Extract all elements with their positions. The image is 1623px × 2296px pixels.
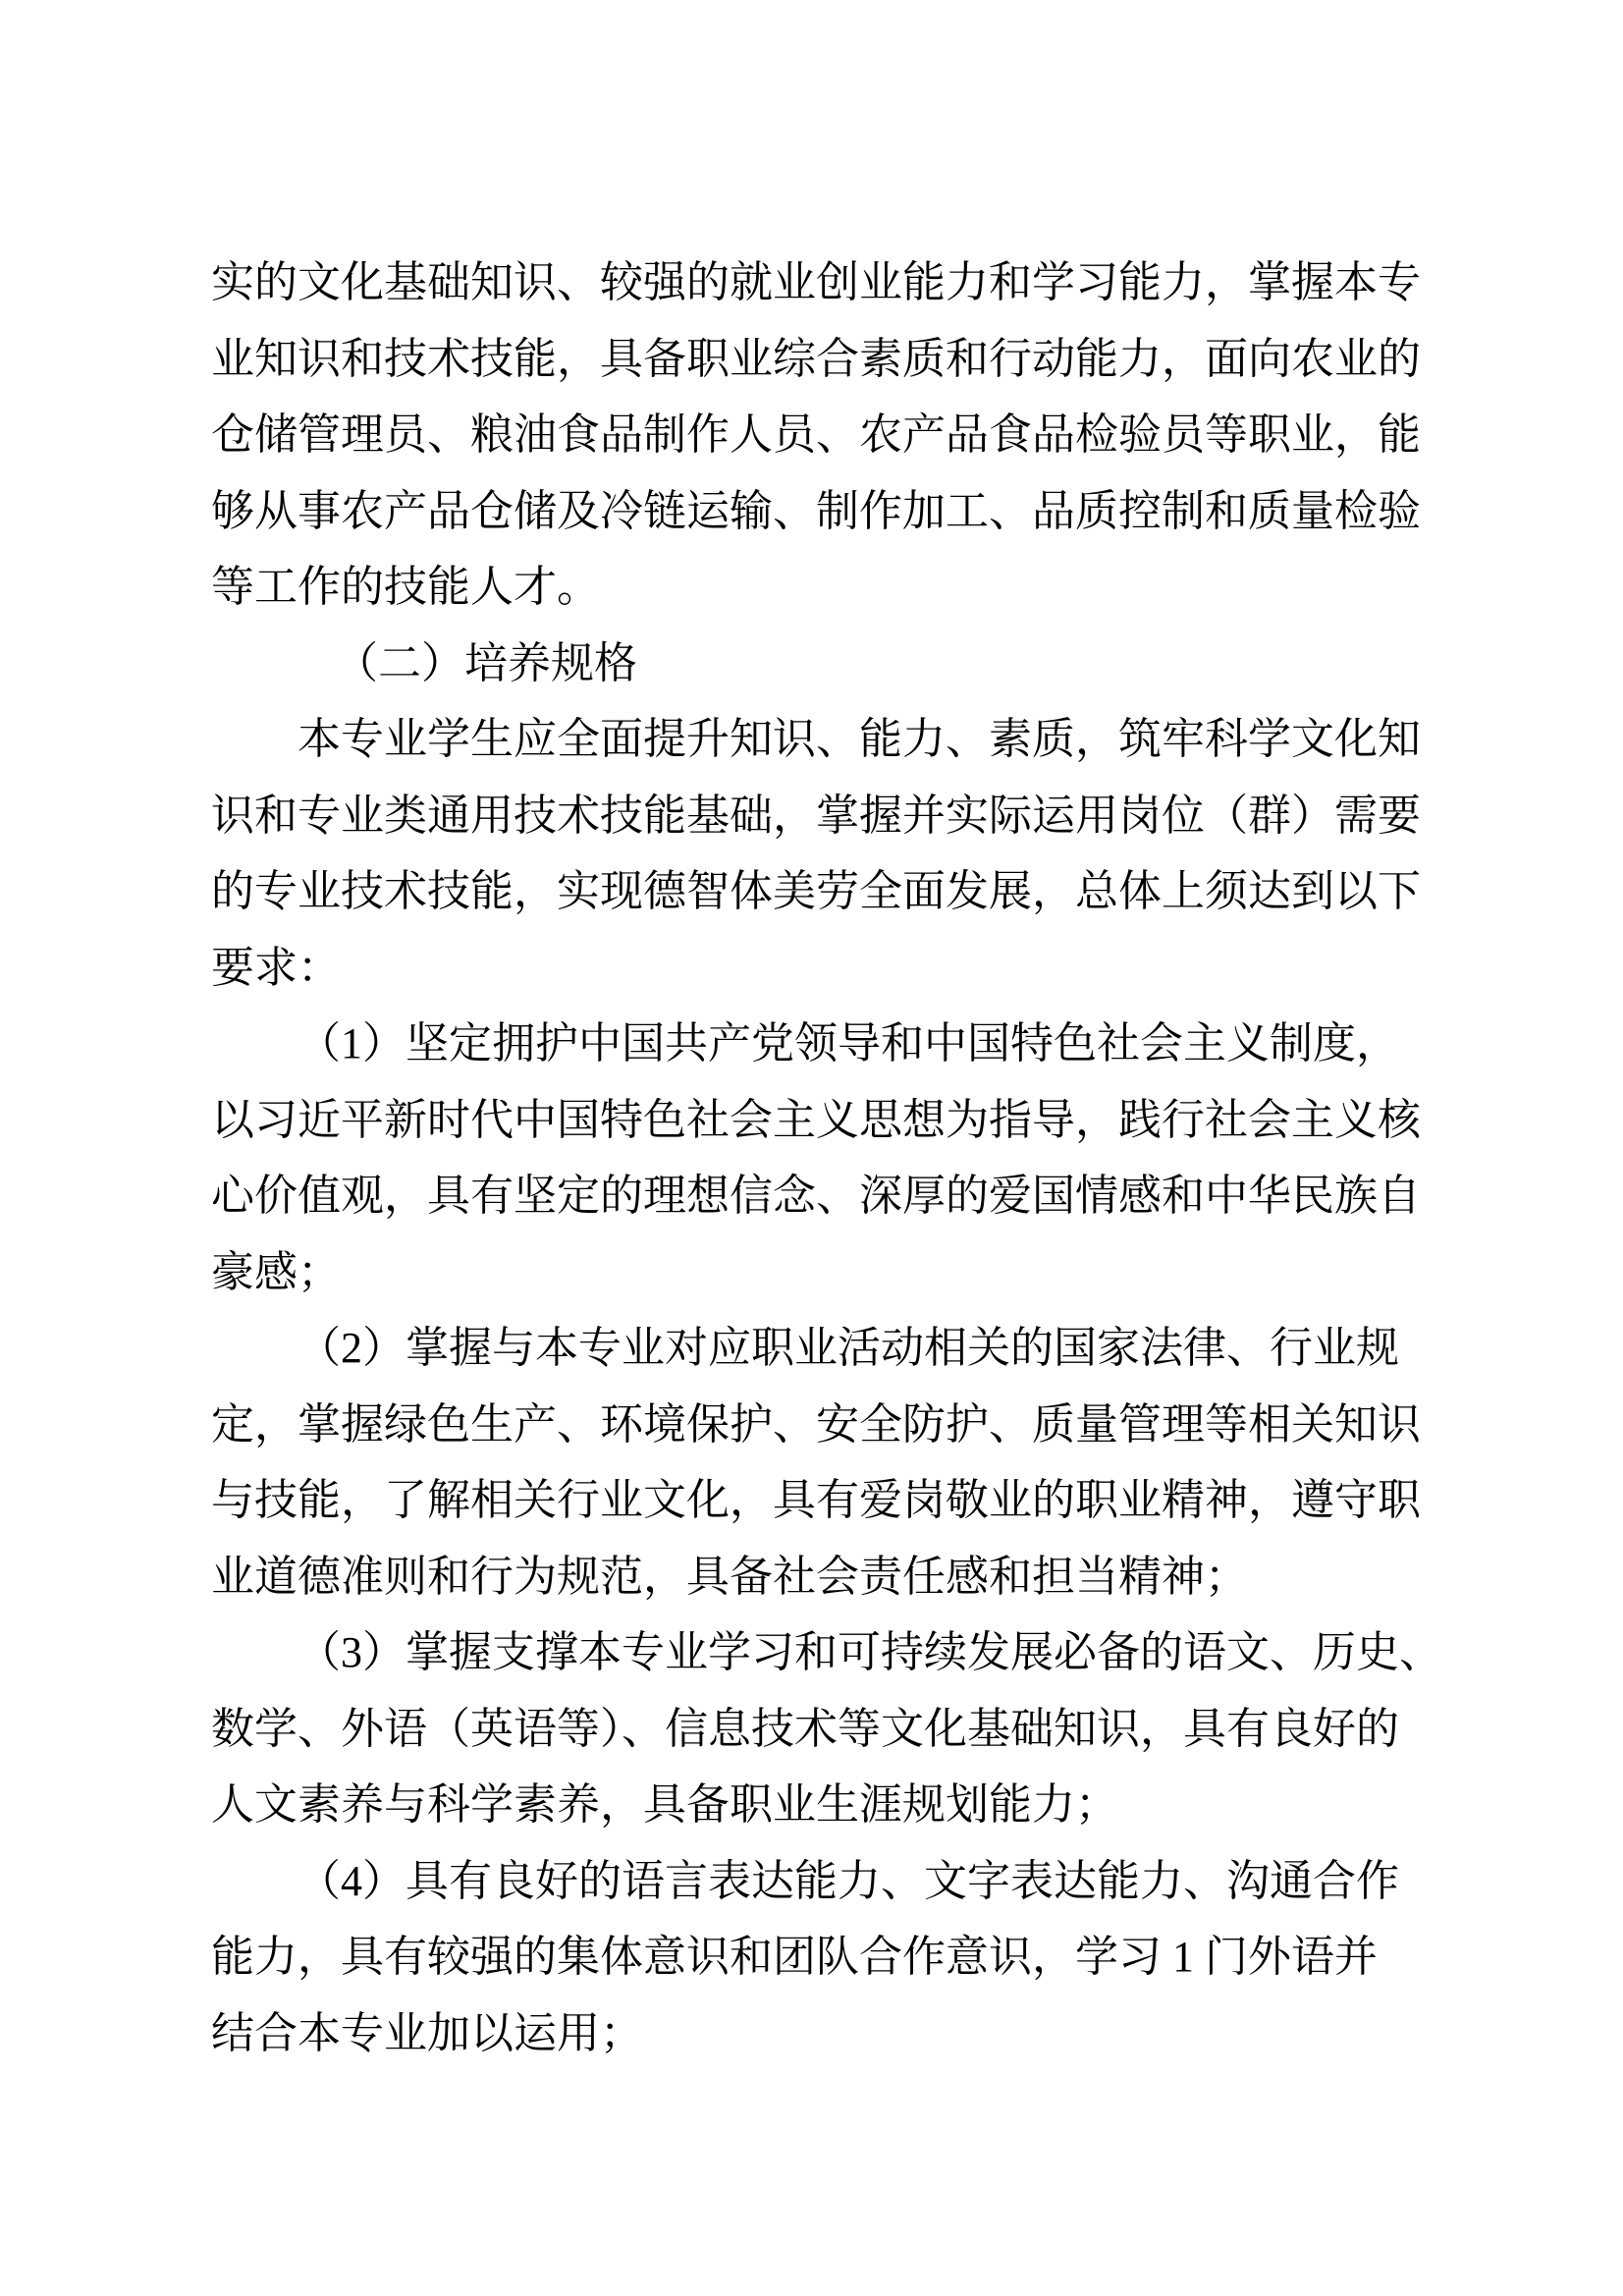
text-line: 本专业学生应全面提升知识、能力、素质，筑牢科学文化知 (298, 715, 1421, 763)
text-line: （3）掌握支撑本专业学习和可持续发展必备的语文、历史、 (298, 1628, 1442, 1676)
text-line: 仓储管理员、粮油食品制作人员、农产品食品检验员等职业，能 (211, 410, 1421, 459)
text-line: 与技能，了解相关行业文化，具有爱岗敬业的职业精神，遵守职 (211, 1476, 1421, 1524)
text-line: 结合本专业加以运用； (211, 2008, 643, 2057)
text-line: 数学、外语（英语等）、信息技术等文化基础知识，具有良好的 (211, 1704, 1399, 1753)
section-heading (211, 626, 1429, 702)
text-line: 等工作的技能人才。 (211, 563, 600, 611)
text-line: （2）掌握与本专业对应职业活动相关的国家法律、行业规 (298, 1324, 1399, 1372)
text-line: 够从事农产品仓储及冷链运输、制作加工、品质控制和质量检验 (211, 486, 1421, 535)
text-line: （4）具有良好的语言表达能力、文字表达能力、沟通合作 (298, 1856, 1399, 1905)
text-line: 要求： (211, 943, 341, 992)
heading-text: （二）培养规格 (335, 638, 637, 687)
text-line: 豪感； (211, 1247, 341, 1296)
text-line: 实的文化基础知识、较强的就业创业能力和学习能力，掌握本专 (211, 258, 1421, 306)
text-line: 人文素养与科学素养，具备职业生涯规划能力； (211, 1780, 1118, 1829)
text-line: 能力，具有较强的集体意识和团队合作意识，学习 1 门外语并 (211, 1933, 1378, 1981)
paragraph (211, 1843, 1429, 2072)
text-line: 心价值观，具有坚定的理想信念、深厚的爱国情感和中华民族自 (211, 1172, 1421, 1220)
paragraph (211, 245, 1429, 626)
text-line: 以习近平新时代中国特色社会主义思想为指导，践行社会主义核 (211, 1095, 1421, 1144)
paragraph (211, 1614, 1442, 1843)
text-line: 识和专业类通用技术技能基础，掌握并实际运用岗位（群）需要 (211, 791, 1421, 840)
text-line: （1）坚定拥护中国共产党领导和中国特色社会主义制度， (298, 1019, 1399, 1067)
paragraph (211, 1310, 1429, 1614)
paragraph (211, 1006, 1429, 1310)
text-line: 的专业技术技能，实现德智体美劳全面发展，总体上须达到以下 (211, 867, 1421, 915)
text-line: 业道德准则和行为规范，具备社会责任感和担当精神； (211, 1552, 1248, 1601)
page-text (211, 245, 1442, 2071)
text-line: 业知识和技术技能，具备职业综合素质和行动能力，面向农业的 (211, 334, 1421, 383)
paragraph (211, 701, 1429, 1006)
text-line: 定，掌握绿色生产、环境保护、安全防护、质量管理等相关知识 (211, 1399, 1421, 1449)
